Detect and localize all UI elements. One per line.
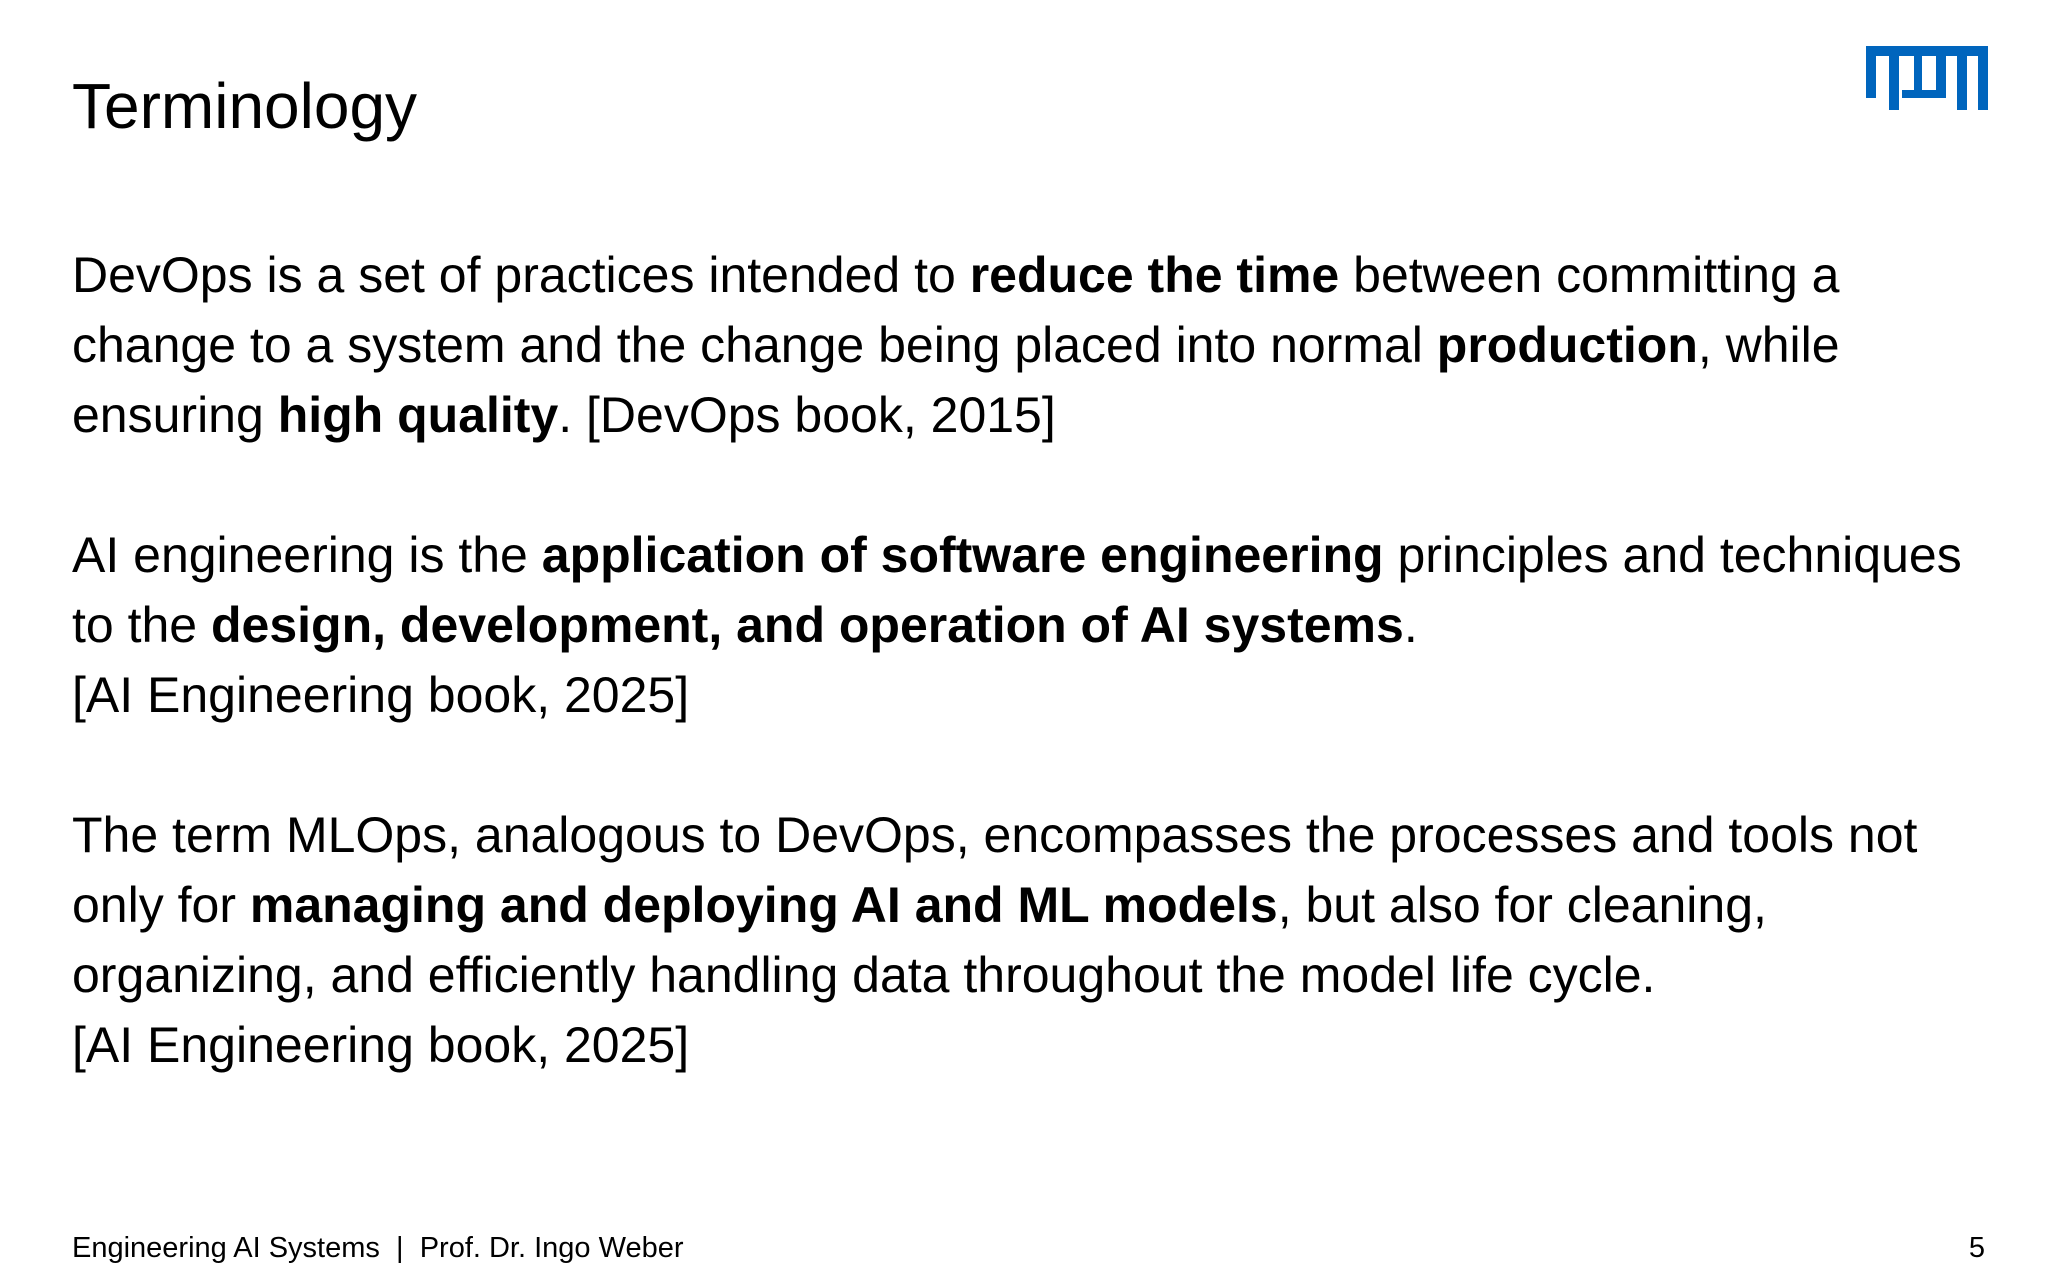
emphasis-text: production <box>1436 317 1698 373</box>
definition-mlops <box>72 800 1992 1080</box>
body-text-segment: AI engineering is the <box>72 527 542 583</box>
definition-ai-engineering <box>72 520 1992 730</box>
body-text-segment: principles and techniques to the <box>72 527 1962 653</box>
body-text-segment: [AI Engineering book, 2025] <box>72 1017 690 1073</box>
body-text-segment: The term MLOps, analogous to DevOps, encompasses the processes and tools not only for <box>72 807 1918 933</box>
body-text-segment: , while ensuring <box>72 317 1840 443</box>
page-number: 5 <box>1968 1232 1985 1264</box>
footer-course: Engineering AI Systems <box>72 1232 380 1264</box>
footer-author: Prof. Dr. Ingo Weber <box>419 1232 684 1264</box>
tum-logo <box>1866 46 1988 110</box>
emphasis-text: reduce the time <box>969 247 1340 303</box>
body-text-segment: [AI Engineering book, 2025] <box>72 667 690 723</box>
footer-separator: | <box>396 1232 404 1264</box>
emphasis-text: high quality <box>277 387 559 443</box>
body-text-segment: . <box>1403 597 1418 653</box>
body-text-segment: DevOps is a set of practices intended to <box>72 247 970 303</box>
body-text-segment: between committing a change to a system and the change being placed into normal <box>72 247 1840 373</box>
emphasis-text: managing and deploying AI and ML models <box>249 877 1278 933</box>
footer-left <box>72 1231 684 1265</box>
body-text-segment: . [DevOps book, 2015] <box>558 387 1056 443</box>
definition-devops <box>72 240 1992 450</box>
body-text-segment: , but also for cleaning, organizing, and efficiently handling data throughout the model life cycle. <box>72 877 1767 1003</box>
emphasis-text: application of software engineering <box>541 527 1384 583</box>
slide-body <box>72 240 1992 1150</box>
slide-title: Terminology <box>72 70 418 142</box>
emphasis-text: design, development, and operation of AI systems <box>211 597 1404 653</box>
